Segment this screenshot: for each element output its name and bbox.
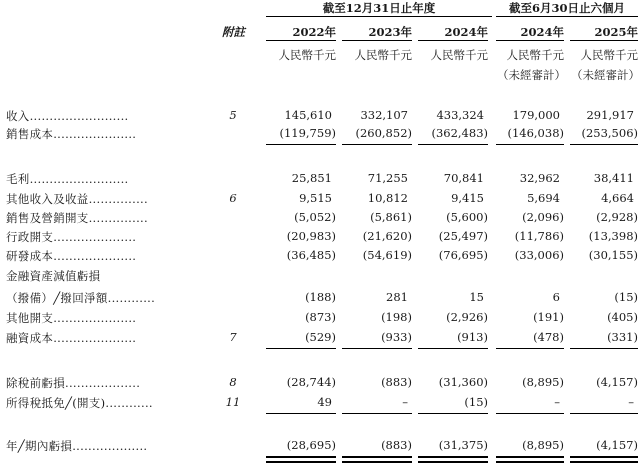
- row-note: 7: [229, 330, 237, 344]
- subtotal-rule: [342, 144, 412, 145]
- total-double-rule: [342, 456, 412, 463]
- row-value: (362,483): [431, 126, 488, 140]
- year-rule: [496, 40, 564, 41]
- row-value: 25,851: [291, 171, 332, 185]
- row-value: (4,157): [596, 375, 638, 389]
- subtotal-rule: [418, 348, 488, 349]
- period-rule-year: [266, 16, 492, 17]
- unaudited-label: （未經審計）: [497, 68, 566, 82]
- year-heading: 2023年: [368, 25, 412, 39]
- row-label: 行政開支.....................: [6, 230, 137, 244]
- row-value: (28,695): [286, 438, 336, 452]
- row-value: 15: [469, 290, 484, 304]
- row-note: 6: [229, 191, 237, 205]
- period-heading-year: 截至12月31日止年度: [322, 1, 436, 15]
- row-value: (28,744): [286, 375, 336, 389]
- row-value: –: [554, 395, 560, 409]
- row-label: 金融資產減值虧損: [6, 269, 101, 283]
- subtotal-rule: [266, 144, 336, 145]
- row-value: (529): [305, 330, 336, 344]
- row-label: 除稅前虧損...................: [6, 376, 141, 390]
- row-value: (2,928): [596, 210, 638, 224]
- row-value: (4,157): [596, 438, 638, 452]
- row-value: (188): [305, 290, 336, 304]
- row-value: (253,506): [581, 126, 638, 140]
- row-value: (119,759): [279, 126, 336, 140]
- row-value: (15): [614, 290, 638, 304]
- subtotal-rule: [570, 413, 638, 414]
- row-value: (191): [533, 310, 564, 324]
- row-note: 8: [229, 375, 237, 389]
- row-value: (331): [607, 330, 638, 344]
- row-value: 145,610: [284, 108, 332, 122]
- row-value: (25,497): [438, 229, 488, 243]
- row-label: 所得稅抵免╱(開支)............: [6, 396, 153, 410]
- unit-label: 人民幣千元: [430, 48, 488, 62]
- row-value: (2,926): [446, 310, 488, 324]
- row-label: 銷售及營銷開支...............: [6, 211, 148, 225]
- row-value: 332,107: [360, 108, 408, 122]
- subtotal-rule: [496, 144, 564, 145]
- period-rule-six-months: [496, 16, 638, 17]
- year-heading: 2024年: [444, 25, 488, 39]
- row-note: 11: [225, 395, 241, 409]
- year-heading: 2022年: [292, 25, 336, 39]
- unit-label: 人民幣千元: [580, 48, 638, 62]
- row-value: (883): [381, 438, 412, 452]
- row-label: 毛利.........................: [6, 172, 129, 186]
- row-value: 281: [386, 290, 408, 304]
- total-double-rule: [266, 456, 336, 463]
- subtotal-rule: [570, 144, 638, 145]
- row-value: (54,619): [362, 248, 412, 262]
- row-value: (260,852): [355, 126, 412, 140]
- row-label: 研發成本.....................: [6, 249, 137, 263]
- row-value: (5,861): [370, 210, 412, 224]
- row-value: 4,664: [601, 191, 634, 205]
- subtotal-rule: [342, 413, 412, 414]
- row-value: 291,917: [586, 108, 634, 122]
- row-label: 收入.........................: [6, 109, 129, 123]
- row-value: (15): [464, 395, 488, 409]
- total-double-rule: [496, 456, 564, 463]
- row-value: 32,962: [519, 171, 560, 185]
- row-value: 433,324: [436, 108, 484, 122]
- row-value: (933): [381, 330, 412, 344]
- row-label: （撥備）╱撥回淨額............: [6, 291, 156, 305]
- row-value: (478): [533, 330, 564, 344]
- row-value: 70,841: [443, 171, 484, 185]
- row-label: 融資成本.....................: [6, 331, 137, 345]
- row-value: –: [628, 395, 634, 409]
- row-value: (198): [381, 310, 412, 324]
- row-value: 9,415: [451, 191, 484, 205]
- year-rule: [342, 40, 412, 41]
- row-value: (30,155): [588, 248, 638, 262]
- row-value: (2,096): [522, 210, 564, 224]
- row-label: 其他開支.....................: [6, 311, 137, 325]
- subtotal-rule: [342, 348, 412, 349]
- row-value: 10,812: [367, 191, 408, 205]
- row-label: 銷售成本.....................: [6, 127, 137, 141]
- row-value: 6: [552, 290, 560, 304]
- row-value: (31,360): [438, 375, 488, 389]
- row-value: (76,695): [438, 248, 488, 262]
- row-label: 年╱期內虧損...................: [6, 439, 148, 453]
- row-value: (36,485): [286, 248, 336, 262]
- row-value: 9,515: [299, 191, 332, 205]
- row-value: (31,375): [438, 438, 488, 452]
- subtotal-rule: [570, 348, 638, 349]
- period-heading-six-months: 截至6月30日止六個月: [508, 1, 625, 15]
- year-heading: 2025年: [594, 25, 638, 39]
- subtotal-rule: [266, 413, 336, 414]
- note-column-heading: 附註: [222, 25, 245, 39]
- row-value: (405): [607, 310, 638, 324]
- year-heading: 2024年: [520, 25, 564, 39]
- row-value: (873): [305, 310, 336, 324]
- row-value: 71,255: [367, 171, 408, 185]
- row-value: (883): [381, 375, 412, 389]
- subtotal-rule: [266, 348, 336, 349]
- subtotal-rule: [496, 413, 564, 414]
- row-value: (20,983): [286, 229, 336, 243]
- row-value: (5,052): [294, 210, 336, 224]
- unit-label: 人民幣千元: [506, 48, 564, 62]
- row-value: (913): [457, 330, 488, 344]
- year-rule: [266, 40, 336, 41]
- row-value: (5,600): [446, 210, 488, 224]
- subtotal-rule: [496, 348, 564, 349]
- total-double-rule: [418, 456, 488, 463]
- row-value: (8,895): [522, 438, 564, 452]
- unaudited-label: （未經審計）: [571, 68, 640, 82]
- row-value: (33,006): [514, 248, 564, 262]
- row-value: 49: [317, 395, 332, 409]
- row-value: 5,694: [527, 191, 560, 205]
- subtotal-rule: [418, 144, 488, 145]
- row-value: (13,398): [588, 229, 638, 243]
- year-rule: [570, 40, 638, 41]
- row-value: 179,000: [512, 108, 560, 122]
- row-value: –: [402, 395, 408, 409]
- row-value: 38,411: [593, 171, 634, 185]
- subtotal-rule: [418, 413, 488, 414]
- row-value: (8,895): [522, 375, 564, 389]
- row-label: 其他收入及收益...............: [6, 192, 148, 206]
- unit-label: 人民幣千元: [354, 48, 412, 62]
- row-value: (11,786): [514, 229, 564, 243]
- row-value: (146,038): [507, 126, 564, 140]
- row-note: 5: [229, 108, 237, 122]
- row-value: (21,620): [362, 229, 412, 243]
- unit-label: 人民幣千元: [278, 48, 336, 62]
- total-double-rule: [570, 456, 638, 463]
- year-rule: [418, 40, 488, 41]
